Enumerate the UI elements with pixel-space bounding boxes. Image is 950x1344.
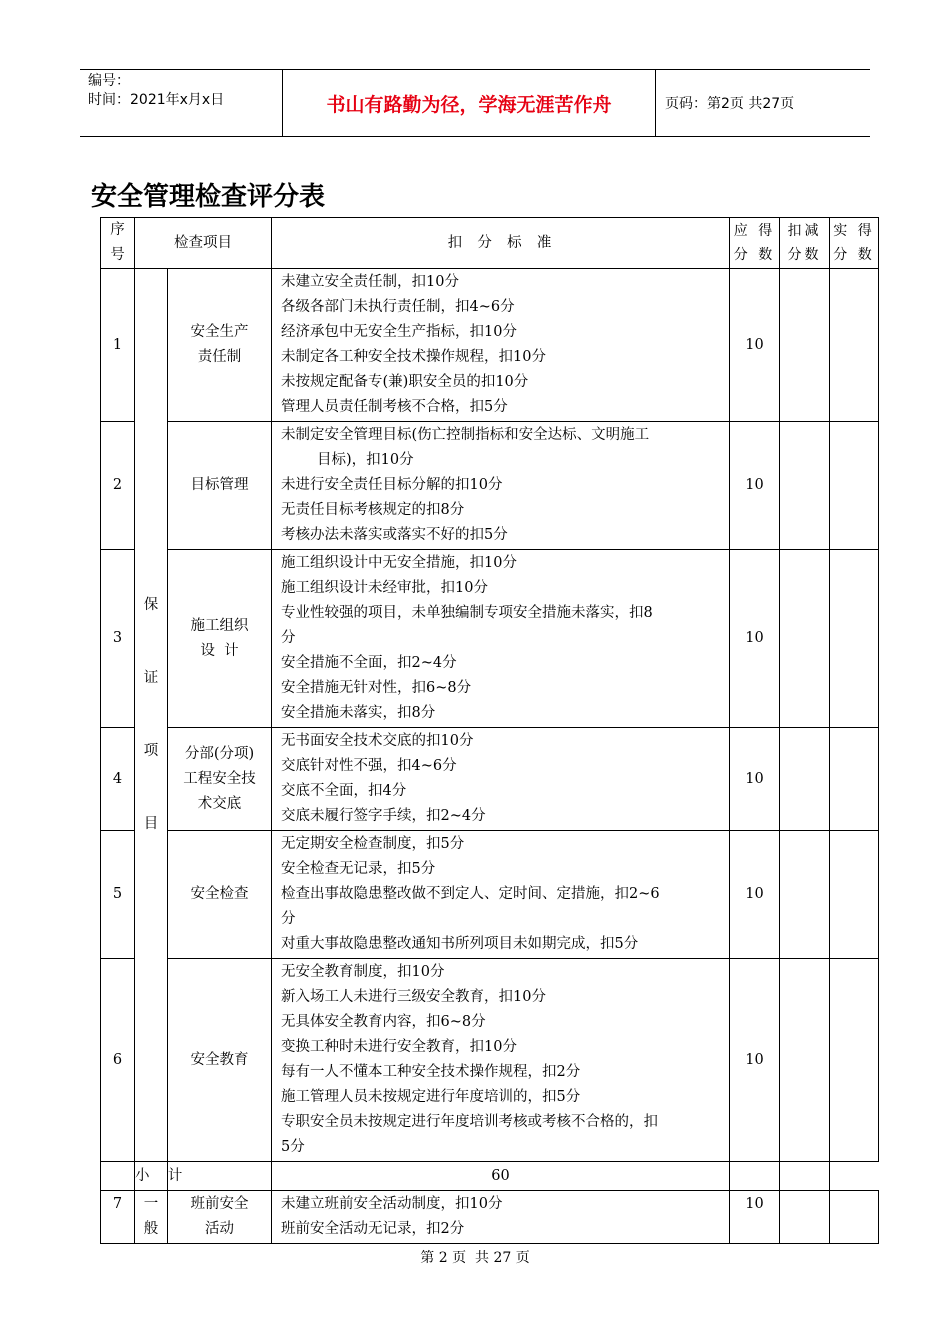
row-item: 班前安全 活动 [168,1191,272,1244]
row-item: 目标管理 [168,422,272,550]
inspection-score-table [100,217,879,1244]
page-header [80,69,870,137]
header-left [80,70,280,136]
row-seq: 1 [101,269,135,422]
page-footer: 第 2 页 共 27 页 [420,1250,530,1266]
time-label: 时间：2021年x月x日 [88,92,225,108]
subtotal-deduct[interactable] [730,1162,780,1191]
row-due-score: 10 [730,422,780,550]
row-deduct-score[interactable] [780,269,830,422]
row-due-score: 10 [730,269,780,422]
row-deduct-score[interactable] [780,1191,830,1244]
col-header-item: 检查项目 [135,218,272,269]
row-item: 施工组织 设 计 [168,550,272,728]
group-guarantee-label: 保 证 项 目 [135,269,168,1162]
document-title: 安全管理检查评分表 [91,182,326,212]
col-header-actual: 实 得 分 数 [830,218,879,269]
row-due-score: 10 [730,550,780,728]
row-criteria: 无书面安全技术交底的扣10分 交底针对性不强，扣4~6分 交底不全面，扣4分 交底未履行签字手续，扣2~4分 [272,728,730,831]
row-deduct-score[interactable] [780,831,830,959]
row-seq: 3 [101,550,135,728]
row-actual-score[interactable] [830,831,879,959]
col-header-seq: 序 号 [101,218,135,269]
subtotal-score: 60 [272,1162,730,1191]
row-deduct-score[interactable] [780,422,830,550]
page-info: 页码：第2页 共27页 [665,96,795,112]
group-general-label: 一 般 [135,1191,168,1244]
table-row [101,1191,879,1244]
col-header-criteria: 扣 分 标 准 [272,218,730,269]
subtotal-row [101,1162,879,1191]
row-actual-score[interactable] [830,422,879,550]
row-criteria: 未建立班前安全活动制度，扣10分 班前安全活动无记录，扣2分 [272,1191,730,1244]
row-item: 安全教育 [168,959,272,1162]
row-seq: 6 [101,959,135,1162]
row-item: 安全检查 [168,831,272,959]
row-seq: 5 [101,831,135,959]
row-due-score: 10 [730,959,780,1162]
row-actual-score[interactable] [830,1191,879,1244]
motto: 书山有路勤为径，学海无涯苦作舟 [282,70,656,136]
row-item: 分部(分项) 工程安全技 术交底 [168,728,272,831]
code-label: 编号： [88,73,130,89]
row-criteria: 未制定安全管理目标(伤亡控制指标和安全达标、文明施工 目标)，扣10分 未进行安全责任目标分解的扣10分 无责任目标考核规定的扣8分 考核办法未落实或落实不好的扣5分 [272,422,730,550]
row-criteria: 施工组织设计中无安全措施，扣10分 施工组织设计未经审批，扣10分 专业性较强的项目，未单独编制专项安全措施未落实，扣8 分 安全措施不全面，扣2~4分 安全措施无针对性，扣6~8分 安全措施未落实，扣8分 [272,550,730,728]
table-row [101,550,879,728]
row-criteria: 未建立安全责任制，扣10分 各级各部门未执行责任制，扣4~6分 经济承包中无安全生产指标，扣10分 未制定各工种安全技术操作规程，扣10分 未按规定配备专(兼)职安全员的扣10分 管理人员责任制考核不合格，扣5分 [272,269,730,422]
subtotal-seq [101,1162,135,1191]
col-header-deduct: 扣减 分数 [780,218,830,269]
table-row [101,728,879,831]
subtotal-label: 小 计 [135,1162,168,1191]
table-row [101,269,879,422]
header-row [101,218,879,269]
subtotal-criteria [168,1162,272,1191]
table-row [101,959,879,1162]
row-actual-score[interactable] [830,959,879,1162]
table-row [101,831,879,959]
row-deduct-score[interactable] [780,959,830,1162]
col-header-due: 应 得 分 数 [730,218,780,269]
row-deduct-score[interactable] [780,728,830,831]
row-seq: 2 [101,422,135,550]
row-criteria: 无定期安全检查制度，扣5分 安全检查无记录，扣5分 检查出事故隐患整改做不到定人、定时间、定措施，扣2~6 分 对重大事故隐患整改通知书所列项目未如期完成，扣5分 [272,831,730,959]
row-deduct-score[interactable] [780,550,830,728]
row-seq: 4 [101,728,135,831]
row-actual-score[interactable] [830,550,879,728]
row-due-score: 10 [730,1191,780,1244]
table-row [101,422,879,550]
row-criteria: 无安全教育制度，扣10分 新入场工人未进行三级安全教育，扣10分 无具体安全教育内容，扣6~8分 变换工种时未进行安全教育，扣10分 每有一人不懂本工种安全技术操作规程，扣2分 施工管理人员未按规定进行年度培训的，扣5分 专职安全员未按规定进行年度培训考核或考核不合格的，扣 5分 [272,959,730,1162]
subtotal-actual[interactable] [780,1162,830,1191]
row-actual-score[interactable] [830,728,879,831]
row-actual-score[interactable] [830,269,879,422]
row-due-score: 10 [730,831,780,959]
row-seq: 7 [101,1191,135,1244]
row-item: 安全生产 责任制 [168,269,272,422]
row-due-score: 10 [730,728,780,831]
